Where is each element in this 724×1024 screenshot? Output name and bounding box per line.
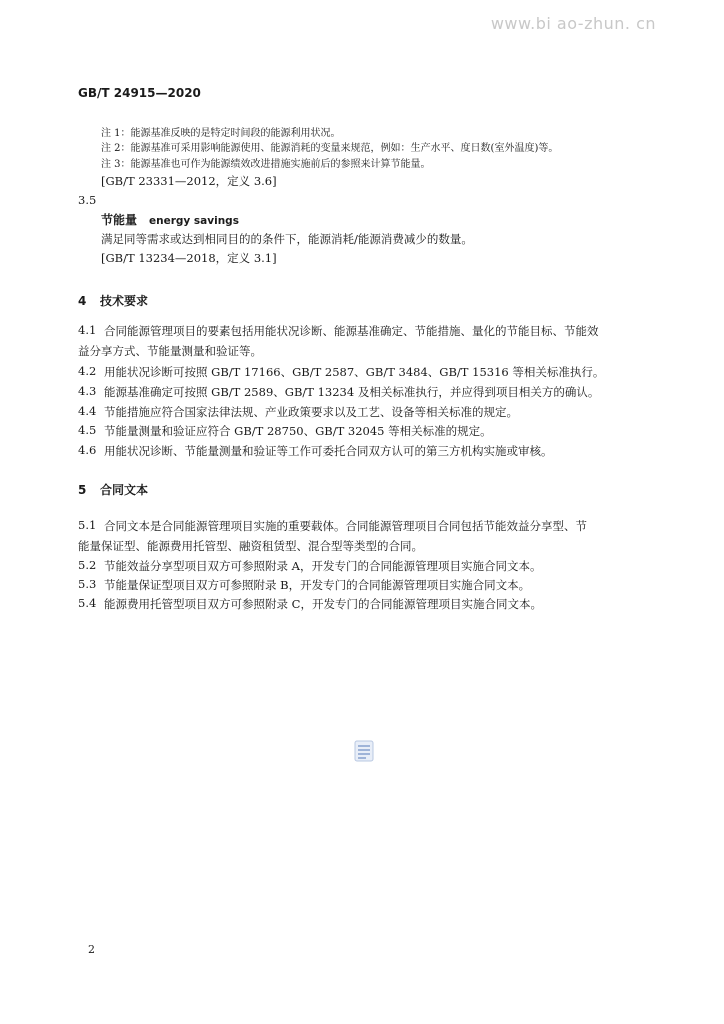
item-text: 合同能源管理项目的要素包括用能状况诊断、能源基准确定、节能措施、量化的节能目标、节能效 — [104, 324, 599, 338]
page-number: 2 — [88, 943, 95, 956]
reference-3-4: [GB/T 23331—2012，定义 3.6] — [101, 174, 277, 188]
item-number: 5.4 — [78, 596, 97, 610]
term-chinese: 节能量 — [101, 213, 138, 227]
item-text: 用能状况诊断可按照 GB/T 17166、GB/T 2587、GB/T 3484、GB/T 15316 等相关标准执行。 — [104, 365, 605, 379]
item-number: 4.1 — [78, 323, 97, 337]
section-4-title — [78, 292, 148, 309]
section-number: 4 — [78, 294, 87, 308]
section-number: 5 — [78, 483, 87, 497]
item-text: 节能量保证型项目双方可参照附录 B，开发专门的合同能源管理项目实施合同文本。 — [104, 578, 531, 592]
item-number: 5.1 — [78, 518, 97, 532]
note-1: 注 1：能源基准反映的是特定时间段的能源利用状况。 — [101, 128, 341, 139]
item-number: 4.6 — [78, 443, 97, 457]
item-text: 能源基准确定可按照 GB/T 2589、GB/T 13234 及相关标准执行，并应得到项目相关方的确认。 — [104, 385, 600, 399]
item-text: 用能状况诊断、节能量测量和验证等工作可委托合同双方认可的第三方机构实施或审核。 — [104, 444, 553, 458]
item-text-continuation: 益分享方式、节能量测量和验证等。 — [78, 344, 262, 358]
item-text: 节能效益分享型项目双方可参照附录 A，开发专门的合同能源管理项目实施合同文本。 — [104, 559, 542, 573]
section-title-text: 合同文本 — [100, 483, 149, 497]
term-english: energy savings — [149, 215, 239, 227]
item-number: 4.4 — [78, 404, 97, 418]
item-text: 合同文本是合同能源管理项目实施的重要载体。合同能源管理项目合同包括节能效益分享型、节 — [104, 519, 587, 533]
section-5-title — [78, 481, 148, 498]
item-number: 4.3 — [78, 384, 97, 398]
item-text: 节能量测量和验证应符合 GB/T 28750、GB/T 32045 等相关标准的规定。 — [104, 424, 492, 438]
item-number: 5.3 — [78, 577, 97, 591]
reference-3-5: [GB/T 13234—2018，定义 3.1] — [101, 251, 277, 265]
clause-number: 3.5 — [78, 193, 97, 207]
item-number: 5.2 — [78, 558, 97, 572]
watermark: www.bi ao-zhun. cn — [490, 14, 656, 33]
section-title-text: 技术要求 — [100, 294, 149, 308]
item-text: 能源费用托管型项目双方可参照附录 C，开发专门的合同能源管理项目实施合同文本。 — [104, 597, 542, 611]
item-number: 4.2 — [78, 364, 97, 378]
item-text-continuation: 能量保证型、能源费用托管型、融资租赁型、混合型等类型的合同。 — [78, 539, 423, 553]
note-3: 注 3：能源基准也可作为能源绩效改进措施实施前后的参照来计算节能量。 — [101, 159, 431, 170]
term-heading — [101, 211, 239, 228]
stamp-icon — [354, 740, 374, 762]
term-definition: 满足同等需求或达到相同目的的条件下，能源消耗/能源消费减少的数量。 — [101, 232, 473, 246]
item-number: 4.5 — [78, 423, 97, 437]
note-2: 注 2：能源基准可采用影响能源使用、能源消耗的变量来规范，例如：生产水平、度日数(室外温度)等。 — [101, 143, 559, 154]
item-text: 节能措施应符合国家法律法规、产业政策要求以及工艺、设备等相关标准的规定。 — [104, 405, 518, 419]
document-id: GB/T 24915—2020 — [78, 86, 201, 100]
